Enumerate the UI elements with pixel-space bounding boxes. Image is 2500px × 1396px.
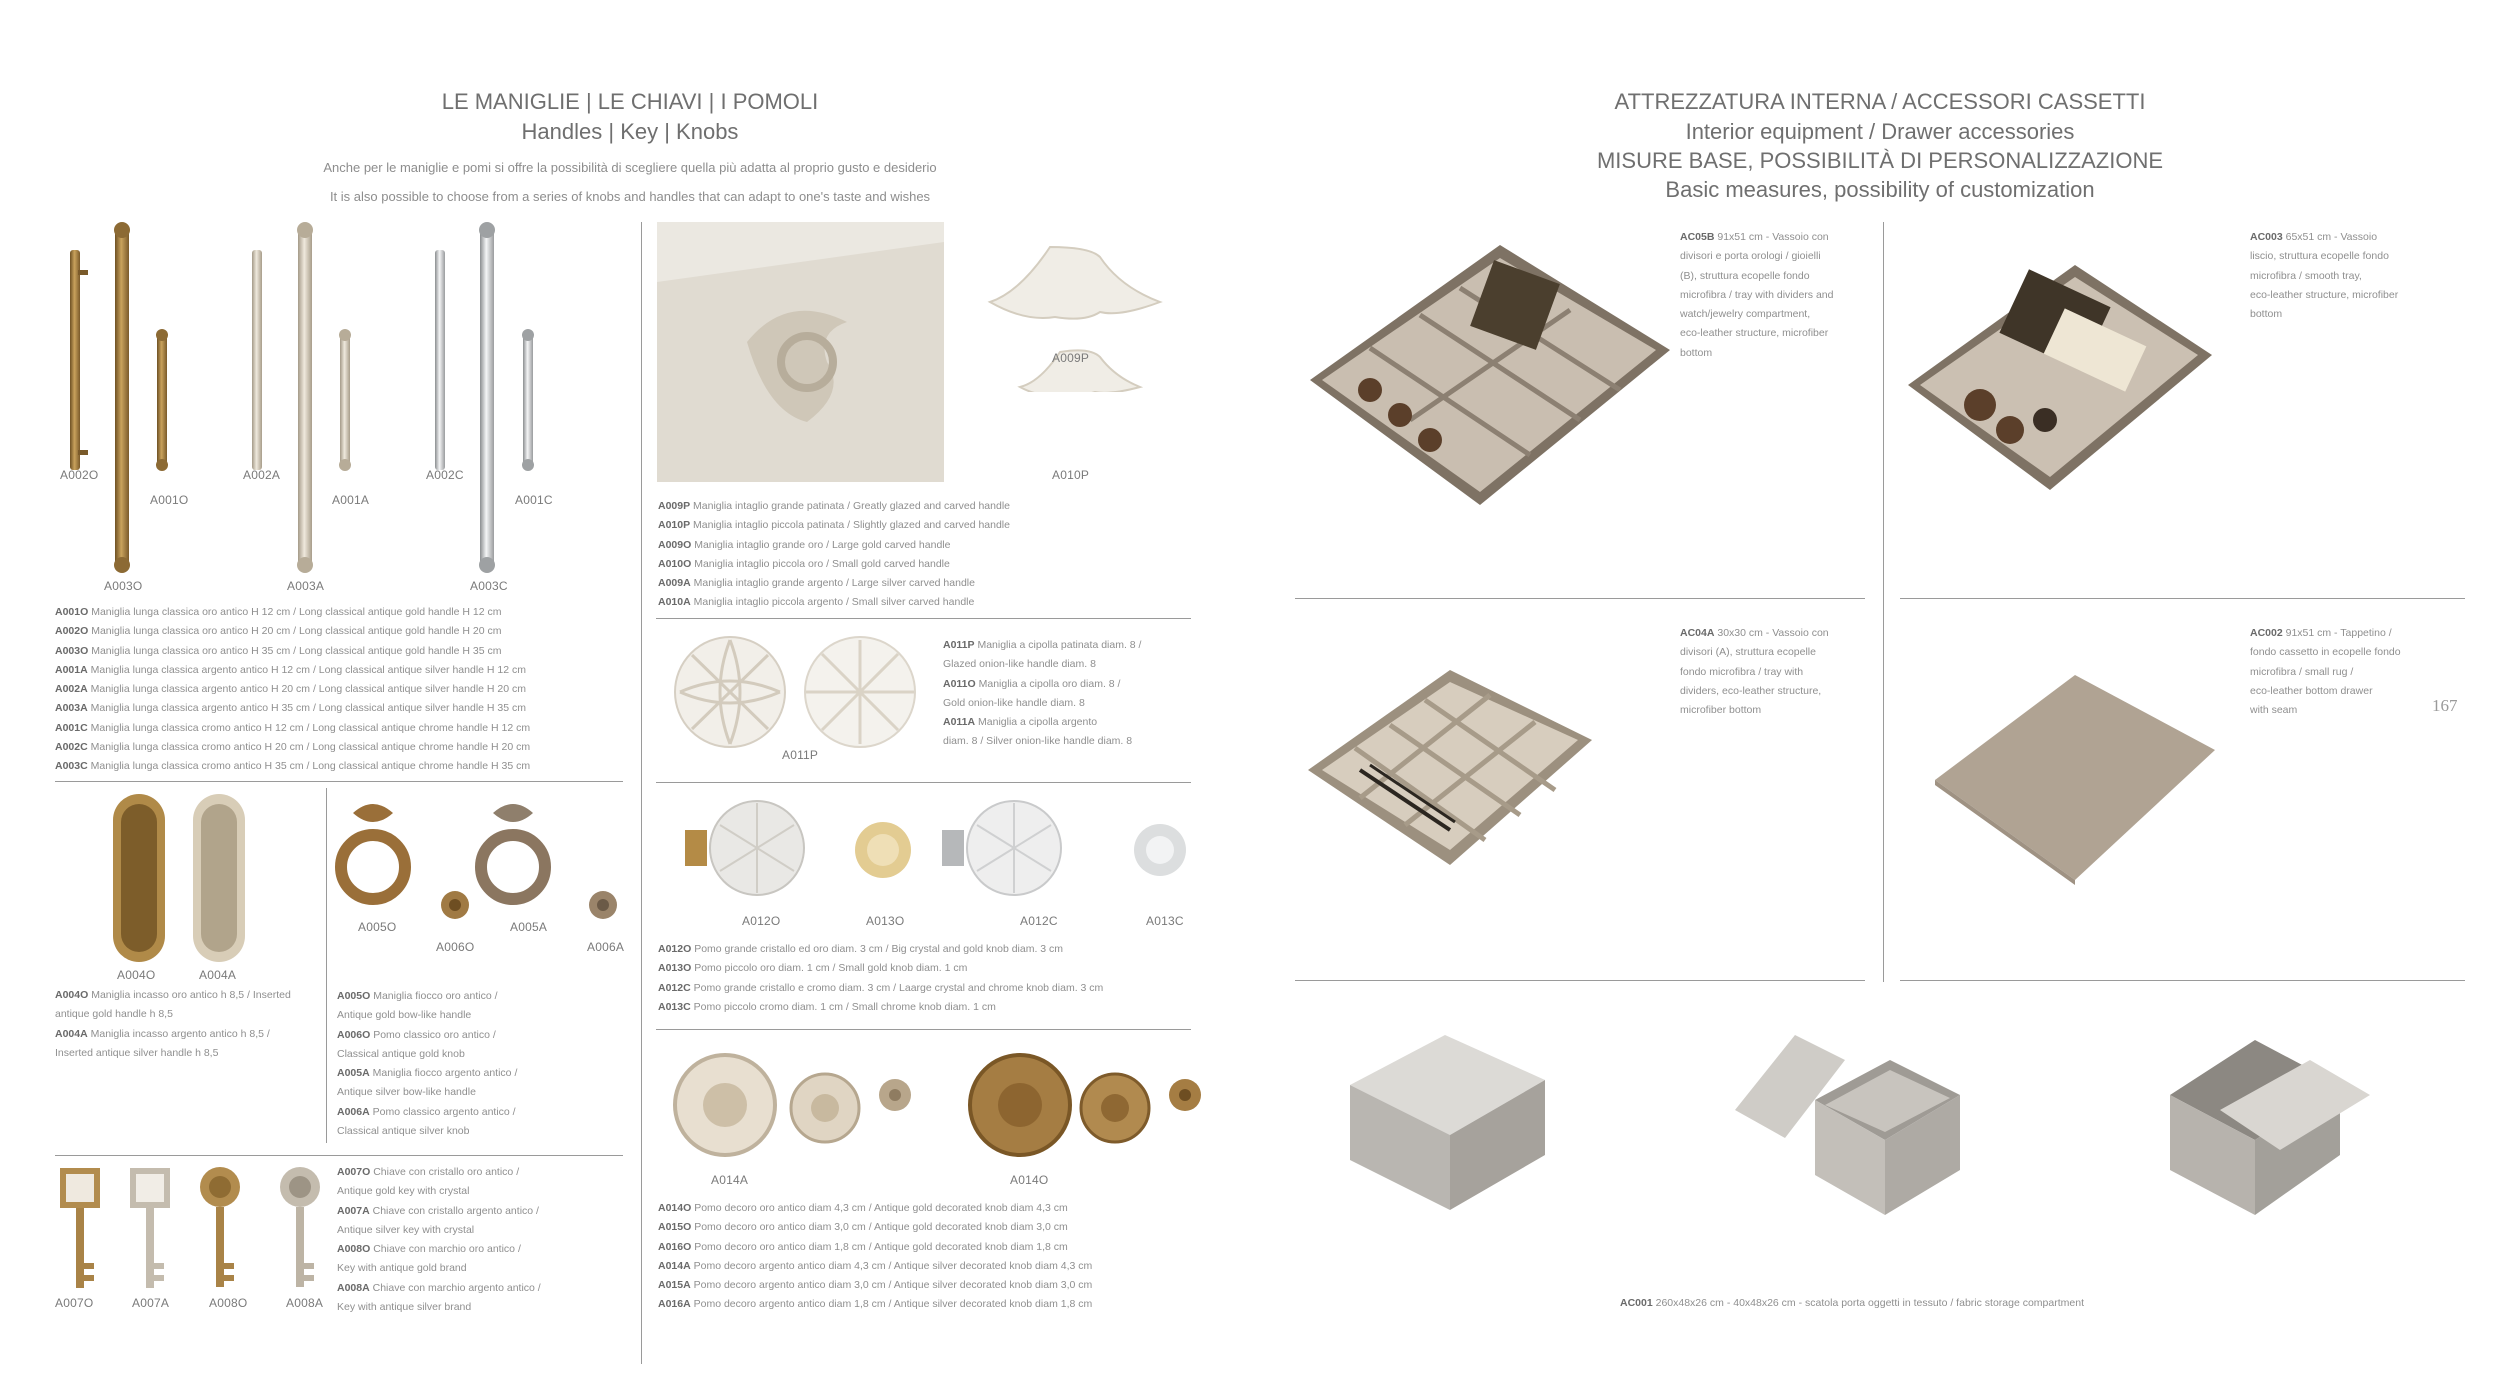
right-title-4: Basic measures, possibility of customization xyxy=(1665,177,2095,202)
code-a001a: A001A xyxy=(332,493,370,507)
code-a014o: A014O xyxy=(1010,1173,1049,1187)
code-a003o: A003O xyxy=(104,579,143,593)
right-title-2: Interior equipment / Drawer accessories xyxy=(1685,119,2075,144)
list-item: A004O Maniglia incasso oro antico h 8,5 / Inserted xyxy=(55,989,291,1001)
list-item: Antique gold bow-like handle xyxy=(337,1009,472,1022)
code-a013c: A013C xyxy=(1146,914,1184,928)
ac001-desc: AC001 260x48x26 cm - 40x48x26 cm - scatola porta oggetti in tessuto / fabric storage compartment xyxy=(1620,1297,2084,1309)
list-item: A003C Maniglia lunga classica cromo antico H 35 cm / Long classical antique chrome handle H 35 cm xyxy=(55,760,531,773)
column-divider xyxy=(641,222,642,1364)
code-a005o: A005O xyxy=(358,920,397,934)
list-item: A008O Chiave con marchio oro antico / xyxy=(337,1243,521,1256)
list-item: A006O Pomo classico oro antico / xyxy=(337,1028,496,1041)
list-item: A016A Pomo decoro argento antico diam 1,8 cm / Antique silver decorated knob diam 1,8 cm xyxy=(658,1298,1093,1311)
list-item: A008A Chiave con marchio argento antico / xyxy=(337,1281,541,1294)
grid-divider xyxy=(1883,222,1884,982)
list-item: A016O Pomo decoro oro antico diam 1,8 cm / Antique gold decorated knob diam 1,8 cm xyxy=(658,1240,1068,1253)
divider xyxy=(55,781,623,782)
list-item: A001C Maniglia lunga classica cromo antico H 12 cm / Long classical antique chrome handle H 12 cm xyxy=(55,721,531,734)
ac05b-desc: AC05B 91x51 cm - Vassoio con divisori e porta orologi / gioielli (B), struttura ecopelle fondo microfibra / tray with dividers and watch/jewelry compartment, eco-leather structure, microfiber bottom xyxy=(1680,231,1834,359)
keys-photo xyxy=(50,1163,340,1293)
list-item: Gold onion-like handle diam. 8 xyxy=(943,696,1085,709)
list-item: A004A Maniglia incasso argento antico h 8,5 / xyxy=(55,1027,270,1040)
list-item: A006A Pomo classico argento antico / xyxy=(337,1105,516,1118)
handle-chrome-group xyxy=(435,222,534,573)
list-item: A005A Maniglia fiocco argento antico / xyxy=(337,1067,518,1080)
code-a005a: A005A xyxy=(510,920,548,934)
code-a007o: A007O xyxy=(55,1296,94,1310)
box-closed-photo xyxy=(1335,1025,1555,1215)
list-item: A015O Pomo decoro oro antico diam 3,0 cm / Antique gold decorated knob diam 3,0 cm xyxy=(658,1221,1068,1234)
list-item: A010O Maniglia intaglio piccola oro / Small gold carved handle xyxy=(658,557,950,570)
rug-ac002-photo xyxy=(1925,665,2225,895)
page-number: 167 xyxy=(2432,696,2458,715)
bow-list xyxy=(337,987,517,1141)
carved-list xyxy=(658,497,1010,613)
code-a004a: A004A xyxy=(199,968,237,982)
list-item: A002A Maniglia lunga classica argento antico H 20 cm / Long classical antique silver handle H 20 cm xyxy=(55,683,527,696)
list-item: A012O Pomo grande cristallo ed oro diam. 3 cm / Big crystal and gold knob diam. 3 cm xyxy=(658,943,1064,955)
box-lid-photo xyxy=(2160,1025,2380,1225)
list-item: A001O Maniglia lunga classica oro antico H 12 cm / Long classical antique gold handle H 12 cm xyxy=(55,606,502,618)
left-title-it: LE MANIGLIE | LE CHIAVI | I POMOLI xyxy=(441,89,819,114)
code-a003c: A003C xyxy=(470,579,508,593)
list-item: Antique silver key with crystal xyxy=(337,1223,475,1236)
list-item: A003A Maniglia lunga classica argento antico H 35 cm / Long classical antique silver handle H 35 cm xyxy=(55,702,527,715)
ac04a-desc: AC04A 30x30 cm - Vassoio con divisori (A), struttura ecopelle fondo microfibra / tray with dividers, eco-leather structure, microfiber bottom xyxy=(1680,627,1829,717)
code-a012c: A012C xyxy=(1020,914,1058,928)
grid-divider xyxy=(1295,980,1865,981)
carved-handles-photo xyxy=(975,232,1185,392)
tray-ac04a-photo xyxy=(1300,650,1600,890)
key-list xyxy=(337,1163,541,1317)
list-item: A009O Maniglia intaglio grande oro / Large gold carved handle xyxy=(658,538,951,551)
list-item: Key with antique silver brand xyxy=(337,1301,472,1314)
code-a008a: A008A xyxy=(286,1296,324,1310)
decor-list xyxy=(658,1199,1092,1315)
handles-list xyxy=(55,603,530,777)
handle-silver-group xyxy=(252,222,351,573)
ac003-desc: AC003 65x51 cm - Vassoio liscio, struttura ecopelle fondo microfibra / smooth tray, eco-leather structure, microfiber bottom xyxy=(2250,231,2399,321)
code-a001c: A001C xyxy=(515,493,553,507)
divider xyxy=(55,1155,623,1156)
grid-divider xyxy=(1295,598,1865,599)
list-item: antique gold handle h 8,5 xyxy=(55,1008,173,1021)
inserted-list xyxy=(55,986,291,1063)
code-a014a: A014A xyxy=(711,1173,749,1187)
code-a013o: A013O xyxy=(866,914,905,928)
grid-divider xyxy=(1900,598,2465,599)
list-item: A001A Maniglia lunga classica argento antico H 12 cm / Long classical antique silver handle H 12 cm xyxy=(55,663,527,676)
left-intro-en: It is also possible to choose from a series of knobs and handles that can adapt to one's taste and wishes xyxy=(329,189,931,204)
list-item: Inserted antique silver handle h 8,5 xyxy=(55,1046,219,1059)
list-item: A014A Pomo decoro argento antico diam 4,3 cm / Antique silver decorated knob diam 4,3 cm xyxy=(658,1259,1093,1272)
list-item: Glazed onion-like handle diam. 8 xyxy=(943,658,1096,671)
handle-gold-group xyxy=(70,222,168,573)
list-item: A014O Pomo decoro oro antico diam 4,3 cm / Antique gold decorated knob diam 4,3 cm xyxy=(658,1202,1068,1214)
code-a006o: A006O xyxy=(436,940,475,954)
divider xyxy=(656,1029,1191,1030)
list-item: A002C Maniglia lunga classica cromo antico H 20 cm / Long classical antique chrome handle H 20 cm xyxy=(55,741,531,754)
code-a004o: A004O xyxy=(117,968,156,982)
list-item: A015A Pomo decoro argento antico diam 3,0 cm / Antique silver decorated knob diam 3,0 cm xyxy=(658,1279,1093,1292)
list-item: A002O Maniglia lunga classica oro antico H 20 cm / Long classical antique gold handle H 20 cm xyxy=(55,625,502,638)
decorated-knobs-photo xyxy=(665,1050,1205,1170)
list-item: A009P Maniglia intaglio grande patinata / Greatly glazed and carved handle xyxy=(658,500,1010,512)
code-a008o: A008O xyxy=(209,1296,248,1310)
code-a009p: A009P xyxy=(1052,351,1090,365)
onion-list xyxy=(943,636,1141,752)
divider xyxy=(326,788,327,1143)
code-a007a: A007A xyxy=(132,1296,170,1310)
list-item: A011O Maniglia a cipolla oro diam. 8 / xyxy=(943,677,1121,690)
code-a002c: A002C xyxy=(426,468,464,482)
tray-ac05b-photo xyxy=(1300,230,1680,530)
right-title-3: MISURE BASE, POSSIBILITÀ DI PERSONALIZZAZIONE xyxy=(1596,148,2164,173)
list-item: Classical antique gold knob xyxy=(337,1047,465,1060)
carved-detail-photo xyxy=(657,222,944,482)
list-item: A011A Maniglia a cipolla argento xyxy=(943,716,1098,729)
list-item: A009A Maniglia intaglio grande argento / Large silver carved handle xyxy=(658,577,975,590)
crystal-knobs-photo xyxy=(680,795,1195,905)
list-item: A010A Maniglia intaglio piccola argento / Small silver carved handle xyxy=(658,596,975,609)
code-a012o: A012O xyxy=(742,914,781,928)
code-a003a: A003A xyxy=(287,579,325,593)
inserted-handles-photo xyxy=(105,790,255,965)
box-open-photo xyxy=(1725,1020,1965,1225)
bow-handles-photo xyxy=(333,795,633,935)
ac002-desc: AC002 91x51 cm - Tappetino / fondo cassetto in ecopelle fondo microfibra / small rug / eco-leather bottom drawer with seam xyxy=(2250,627,2401,717)
code-a011p: A011P xyxy=(782,748,819,762)
list-item: Classical antique silver knob xyxy=(337,1125,470,1138)
code-a002o: A002O xyxy=(60,468,99,482)
right-title-1: ATTREZZATURA INTERNA / ACCESSORI CASSETTI xyxy=(1614,89,2146,114)
list-item: A007O Chiave con cristallo oro antico / xyxy=(337,1166,520,1178)
list-item: A012C Pomo grande cristallo e cromo diam. 3 cm / Laarge crystal and chrome knob diam. 3 cm xyxy=(658,981,1104,994)
list-item: A013O Pomo piccolo oro diam. 1 cm / Small gold knob diam. 1 cm xyxy=(658,962,968,975)
left-intro-it: Anche per le maniglie e pomi si offre la possibilità di scegliere quella più adatta al proprio gusto e desiderio xyxy=(323,160,937,175)
grid-divider xyxy=(1900,980,2465,981)
left-title-en: Handles | Key | Knobs xyxy=(521,119,739,144)
list-item: A010P Maniglia intaglio piccola patinata / Slightly glazed and carved handle xyxy=(658,519,1010,532)
long-handles-photo xyxy=(30,220,620,580)
code-a002a: A002A xyxy=(243,468,281,482)
list-item: Key with antique gold brand xyxy=(337,1262,467,1275)
list-item: A003O Maniglia lunga classica oro antico H 35 cm / Long classical antique gold handle H 35 cm xyxy=(55,644,502,657)
divider xyxy=(656,618,1191,619)
divider xyxy=(656,782,1191,783)
code-a001o: A001O xyxy=(150,493,189,507)
list-item: diam. 8 / Silver onion-like handle diam. 8 xyxy=(943,735,1133,748)
crystal-list xyxy=(658,940,1103,1017)
code-a010p: A010P xyxy=(1052,468,1090,482)
code-a006a: A006A xyxy=(587,940,625,954)
tray-ac003-photo xyxy=(1900,245,2220,515)
onion-knobs-photo xyxy=(670,630,930,750)
list-item: A007A Chiave con cristallo argento antico / xyxy=(337,1204,539,1217)
list-item: A013C Pomo piccolo cromo diam. 1 cm / Small chrome knob diam. 1 cm xyxy=(658,1000,996,1013)
list-item: A005O Maniglia fiocco oro antico / xyxy=(337,990,498,1002)
list-item: A011P Maniglia a cipolla patinata diam. 8 / xyxy=(943,639,1142,651)
list-item: Antique silver bow-like handle xyxy=(337,1086,476,1099)
list-item: Antique gold key with crystal xyxy=(337,1185,470,1198)
